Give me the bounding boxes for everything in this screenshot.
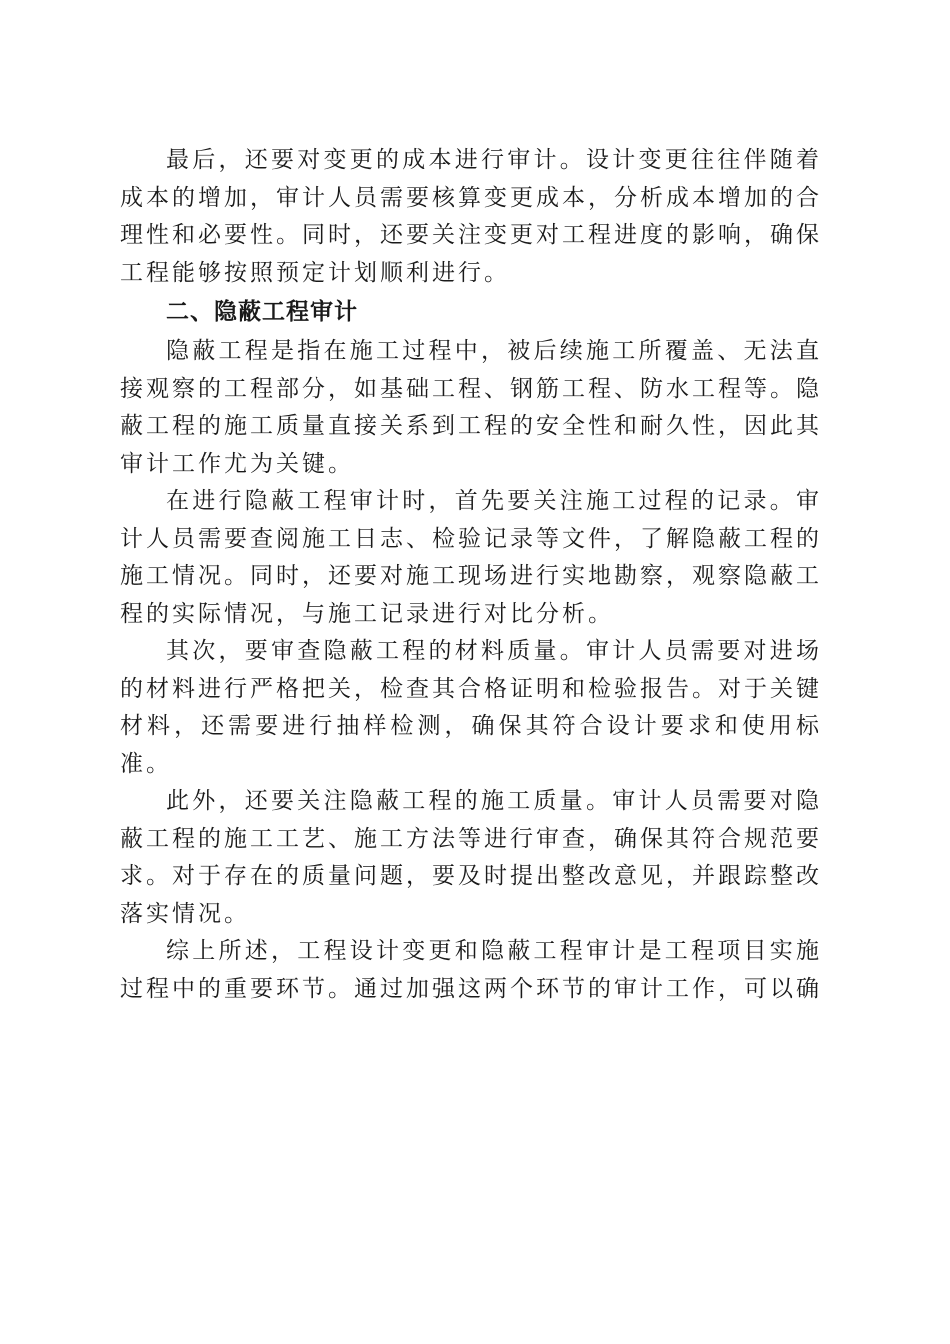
paragraph-summary: 综上所述，工程设计变更和隐蔽工程审计是工程项目实施过程中的重要环节。通过加强这两个环节的审计工作，可以确 (120, 938, 822, 1002)
paragraph-construction-records: 在进行隐蔽工程审计时，首先要关注施工过程的记录。审计人员需要查阅施工日志、检验记录等文件，了解隐蔽工程的施工情况。同时，还要对施工现场进行实地勘察，观察隐蔽工程的实际情况，与施工记录进行对比分析。 (120, 488, 822, 627)
paragraph-construction-quality: 此外，还要关注隐蔽工程的施工质量。审计人员需要对隐蔽工程的施工工艺、施工方法等进行审查，确保其符合规范要求。对于存在的质量问题，要及时提出整改意见，并跟踪整改落实情况。 (120, 788, 822, 927)
paragraph-cost-audit: 最后，还要对变更的成本进行审计。设计变更往往伴随着成本的增加，审计人员需要核算变更成本，分析成本增加的合理性和必要性。同时，还要关注变更对工程进度的影响，确保工程能够按照预定计划顺利进行。 (120, 147, 822, 286)
document-body (120, 142, 822, 1008)
paragraph-material-quality: 其次，要审查隐蔽工程的材料质量。审计人员需要对进场的材料进行严格把关，检查其合格证明和检验报告。对于关键材料，还需要进行抽样检测，确保其符合设计要求和使用标准。 (120, 638, 822, 777)
paragraph-hidden-works-definition: 隐蔽工程是指在施工过程中，被后续施工所覆盖、无法直接观察的工程部分，如基础工程、钢筋工程、防水工程等。隐蔽工程的施工质量直接关系到工程的安全性和耐久性，因此其审计工作尤为关键。 (120, 338, 822, 477)
section-heading: 二、隐蔽工程审计 (166, 299, 358, 325)
